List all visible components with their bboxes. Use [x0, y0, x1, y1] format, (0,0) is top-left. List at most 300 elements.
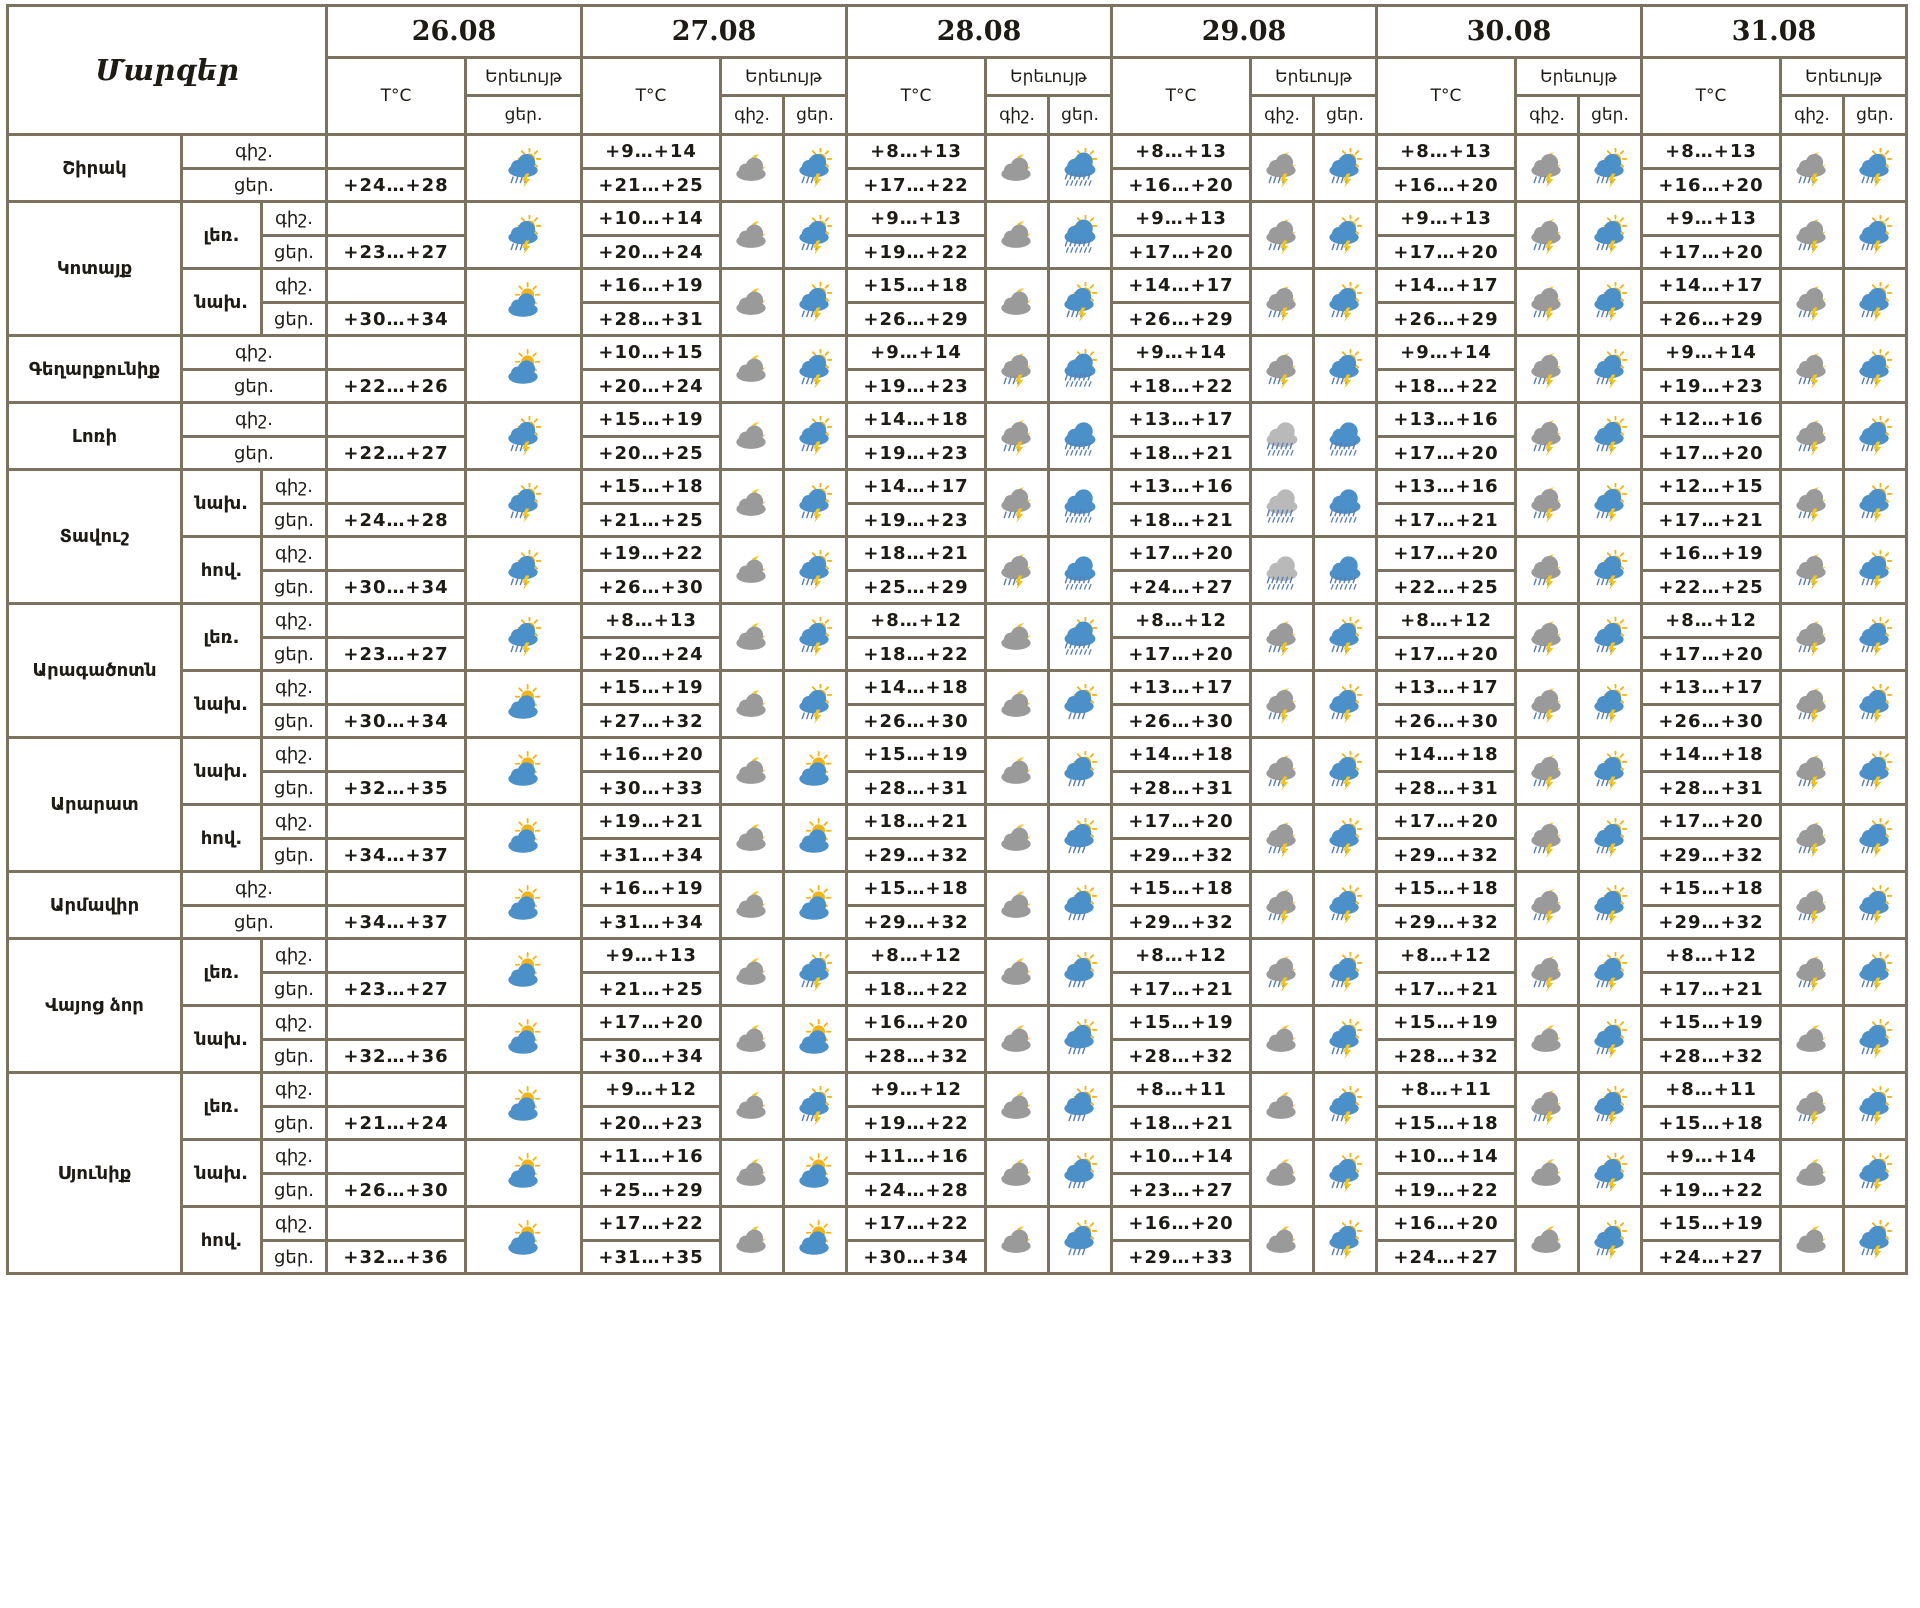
thunder-cloud-moon-icon	[1252, 215, 1312, 255]
cloud-moon-icon	[722, 751, 782, 791]
weather-icon-cell	[1252, 136, 1315, 203]
weather-icon-cell	[1845, 337, 1908, 404]
thunder-rain-sun-icon	[785, 215, 845, 255]
day-label: ցեր.	[263, 773, 328, 806]
cloud-moon-icon	[722, 1086, 782, 1126]
night-label: գիշ.	[263, 1208, 328, 1242]
weather-icon-cell	[785, 739, 848, 806]
day-temp: +29…+32	[1378, 907, 1517, 940]
thunder-rain-sun-icon	[1580, 1153, 1640, 1193]
day-temp: +17…+21	[1113, 974, 1252, 1007]
weather-icon-cell	[1580, 471, 1643, 538]
partly-sunny-icon	[467, 818, 580, 858]
zone-name: նախ.	[183, 270, 263, 337]
weather-icon-cell	[1252, 337, 1315, 404]
thunder-cloud-moon-icon	[1782, 483, 1842, 523]
weather-icon-cell	[785, 1141, 848, 1208]
cloud-moon-icon	[1517, 1220, 1577, 1260]
day-temp: +19…+23	[1643, 371, 1782, 404]
day-temp: +30…+33	[583, 773, 722, 806]
night-temp: +8…+12	[1643, 940, 1782, 974]
thunder-cloud-moon-icon	[987, 483, 1047, 523]
weather-icon-cell	[722, 1074, 785, 1141]
partly-sunny-icon	[467, 952, 580, 992]
weather-icon-cell	[1517, 1074, 1580, 1141]
weather-icon-cell	[1580, 806, 1643, 873]
day-temp: +19…+23	[848, 505, 987, 538]
night-temp: +17…+22	[583, 1208, 722, 1242]
night-temp: +17…+20	[583, 1007, 722, 1041]
blue-rain-cloud-icon	[1315, 416, 1375, 456]
weather-icon-cell	[1845, 270, 1908, 337]
weather-icon-cell	[1580, 1208, 1643, 1275]
thunder-cloud-moon-icon	[1252, 818, 1312, 858]
region-name: Տավուշ	[9, 471, 183, 605]
thunder-rain-sun-icon	[1845, 1220, 1905, 1260]
thunder-rain-sun-icon	[1315, 684, 1375, 724]
weather-icon-cell	[1845, 1074, 1908, 1141]
thunder-rain-sun-icon	[1580, 148, 1640, 188]
partly-sunny-icon	[785, 1153, 845, 1193]
weather-icon-cell	[467, 136, 583, 203]
weather-icon-cell	[722, 203, 785, 270]
day-temp: +17…+20	[1378, 438, 1517, 471]
thunder-cloud-moon-icon	[1782, 215, 1842, 255]
day-temp: +25…+29	[583, 1175, 722, 1208]
cloud-moon-icon	[722, 1019, 782, 1059]
night-temp	[328, 203, 467, 237]
partly-sunny-icon	[467, 1086, 580, 1126]
weather-icon-cell	[1580, 940, 1643, 1007]
weather-icon-cell	[722, 136, 785, 203]
night-temp: +11…+16	[848, 1141, 987, 1175]
night-temp: +16…+20	[1113, 1208, 1252, 1242]
cloud-moon-icon	[1517, 1019, 1577, 1059]
weather-icon-cell	[1252, 203, 1315, 270]
night-temp: +8…+12	[1113, 940, 1252, 974]
weather-icon-cell	[722, 873, 785, 940]
weather-icon-cell	[987, 203, 1050, 270]
zone-name: նախ.	[183, 1007, 263, 1074]
weather-icon-cell	[1580, 203, 1643, 270]
table-row	[9, 940, 1908, 974]
weather-icon-cell	[1845, 404, 1908, 471]
weather-icon-cell	[1517, 873, 1580, 940]
night-temp: +8…+13	[1643, 136, 1782, 170]
thunder-cloud-moon-icon	[1517, 483, 1577, 523]
weather-icon-cell	[1517, 739, 1580, 806]
weather-icon-cell	[1252, 806, 1315, 873]
night-temp: +13…+16	[1113, 471, 1252, 505]
thunder-rain-sun-icon	[1580, 416, 1640, 456]
weather-icon-cell	[1845, 739, 1908, 806]
night-label: գիշ.	[183, 337, 328, 371]
night-temp: +8…+13	[1113, 136, 1252, 170]
cloud-moon-icon	[987, 282, 1047, 322]
day-label: ցեր.	[183, 170, 328, 203]
weather-icon-cell	[1580, 739, 1643, 806]
night-temp: +8…+13	[583, 605, 722, 639]
weather-icon-cell	[1782, 672, 1845, 739]
night-temp: +17…+20	[1113, 806, 1252, 840]
weather-icon-cell	[1580, 404, 1643, 471]
night-temp: +9…+13	[1378, 203, 1517, 237]
night-temp: +14…+17	[848, 471, 987, 505]
night-temp: +12…+15	[1643, 471, 1782, 505]
thunder-cloud-moon-icon	[1517, 215, 1577, 255]
night-temp: +15…+18	[848, 873, 987, 907]
night-temp: +17…+22	[848, 1208, 987, 1242]
cloud-moon-icon	[722, 818, 782, 858]
region-name: Սյունիք	[9, 1074, 183, 1275]
cloud-moon-icon	[722, 952, 782, 992]
thunder-rain-sun-icon	[1580, 751, 1640, 791]
thunder-cloud-moon-icon	[987, 416, 1047, 456]
thunder-cloud-moon-icon	[1782, 550, 1842, 590]
phenomenon-header: Երեւույթ	[1517, 59, 1643, 97]
grey-rain-cloud-icon	[1252, 483, 1312, 523]
weather-icon-cell	[1050, 806, 1113, 873]
day-temp: +20…+24	[583, 371, 722, 404]
night-subheader: գիշ.	[1782, 97, 1845, 136]
day-label: ցեր.	[263, 505, 328, 538]
night-temp: +8…+13	[848, 136, 987, 170]
night-temp: +10…+14	[1378, 1141, 1517, 1175]
partly-sunny-icon	[467, 349, 580, 389]
night-subheader: գիշ.	[1517, 97, 1580, 136]
day-temp: +24…+27	[1378, 1242, 1517, 1275]
table-row	[9, 1074, 1908, 1108]
table-row	[9, 605, 1908, 639]
weather-icon-cell	[1580, 605, 1643, 672]
thunder-rain-sun-icon	[785, 617, 845, 657]
rain-sun-icon	[1050, 684, 1110, 724]
weather-icon-cell	[785, 940, 848, 1007]
region-name: Արմավիր	[9, 873, 183, 940]
cloud-moon-icon	[722, 148, 782, 188]
thunder-rain-sun-icon	[1315, 885, 1375, 925]
weather-icon-cell	[467, 1074, 583, 1141]
cloud-moon-icon	[987, 751, 1047, 791]
weather-icon-cell	[987, 538, 1050, 605]
date-header: 28.08	[848, 7, 1113, 59]
weather-icon-cell	[785, 873, 848, 940]
day-temp: +28…+32	[848, 1041, 987, 1074]
thunder-rain-sun-icon	[785, 550, 845, 590]
day-temp: +30…+34	[328, 304, 467, 337]
day-temp: +17…+21	[1378, 505, 1517, 538]
grey-rain-cloud-icon	[1252, 550, 1312, 590]
day-temp: +29…+32	[1643, 840, 1782, 873]
weather-icon-cell	[722, 1007, 785, 1074]
cloud-moon-icon	[722, 550, 782, 590]
day-temp: +17…+21	[1378, 974, 1517, 1007]
table-row	[9, 806, 1908, 840]
phenomenon-header: Երեւույթ	[722, 59, 848, 97]
night-temp: +10…+14	[583, 203, 722, 237]
weather-icon-cell	[785, 337, 848, 404]
day-temp: +19…+23	[848, 438, 987, 471]
regions-header: Մարզեր	[9, 7, 328, 136]
night-temp: +15…+18	[1643, 873, 1782, 907]
day-temp: +17…+20	[1113, 237, 1252, 270]
day-temp: +23…+27	[328, 639, 467, 672]
day-temp: +28…+31	[1643, 773, 1782, 806]
night-subheader: գիշ.	[1252, 97, 1315, 136]
day-temp: +17…+21	[1643, 974, 1782, 1007]
thunder-rain-sun-icon	[1315, 282, 1375, 322]
day-temp: +19…+22	[1643, 1175, 1782, 1208]
day-subheader: ցեր.	[1580, 97, 1643, 136]
night-temp: +16…+19	[583, 270, 722, 304]
weather-icon-cell	[1315, 873, 1378, 940]
weather-icon-cell	[1315, 538, 1378, 605]
cloud-moon-icon	[1517, 1153, 1577, 1193]
zone-name: հով.	[183, 538, 263, 605]
weather-icon-cell	[1517, 337, 1580, 404]
weather-icon-cell	[722, 471, 785, 538]
weather-icon-cell	[785, 538, 848, 605]
weather-icon-cell	[467, 270, 583, 337]
weather-icon-cell	[1252, 605, 1315, 672]
day-temp: +28…+31	[848, 773, 987, 806]
rain-sun-icon	[1050, 1019, 1110, 1059]
weather-icon-cell	[467, 337, 583, 404]
thunder-rain-sun-icon	[1315, 751, 1375, 791]
night-temp: +17…+20	[1113, 538, 1252, 572]
partly-sunny-icon	[467, 1153, 580, 1193]
weather-icon-cell	[1050, 1007, 1113, 1074]
night-temp: +8…+12	[848, 940, 987, 974]
weather-icon-cell	[1315, 270, 1378, 337]
thunder-rain-sun-icon	[467, 550, 580, 590]
night-temp: +18…+21	[848, 538, 987, 572]
weather-icon-cell	[722, 806, 785, 873]
weather-icon-cell	[1845, 1208, 1908, 1275]
weather-icon-cell	[1845, 873, 1908, 940]
weather-icon-cell	[1782, 270, 1845, 337]
day-temp: +16…+20	[1113, 170, 1252, 203]
night-label: գիշ.	[263, 538, 328, 572]
weather-icon-cell	[467, 203, 583, 270]
thunder-rain-sun-icon	[785, 282, 845, 322]
weather-icon-cell	[1580, 136, 1643, 203]
weather-icon-cell	[987, 471, 1050, 538]
date-header: 31.08	[1643, 7, 1908, 59]
weather-icon-cell	[1252, 538, 1315, 605]
night-temp: +9…+13	[583, 940, 722, 974]
weather-icon-cell	[785, 203, 848, 270]
day-temp: +22…+25	[1378, 572, 1517, 605]
night-label: գիշ.	[263, 270, 328, 304]
cloud-moon-icon	[1252, 1086, 1312, 1126]
night-temp: +8…+11	[1113, 1074, 1252, 1108]
day-temp: +28…+31	[1113, 773, 1252, 806]
night-temp: +8…+12	[1113, 605, 1252, 639]
day-label: ցեր.	[263, 1108, 328, 1141]
day-temp: +30…+34	[583, 1041, 722, 1074]
day-temp: +20…+23	[583, 1108, 722, 1141]
thunder-cloud-moon-icon	[1517, 952, 1577, 992]
night-temp: +8…+12	[848, 605, 987, 639]
weather-icon-cell	[1050, 203, 1113, 270]
thunder-rain-sun-icon	[1580, 952, 1640, 992]
day-temp: +18…+21	[1113, 438, 1252, 471]
cloud-moon-icon	[987, 684, 1047, 724]
day-temp: +15…+18	[1378, 1108, 1517, 1141]
weather-icon-cell	[722, 538, 785, 605]
weather-icon-cell	[467, 1208, 583, 1275]
cloud-moon-icon	[987, 952, 1047, 992]
day-temp: +29…+32	[848, 907, 987, 940]
night-temp: +16…+20	[1378, 1208, 1517, 1242]
thunder-rain-sun-icon	[1845, 751, 1905, 791]
region-name: Շիրակ	[9, 136, 183, 203]
day-temp: +20…+24	[583, 237, 722, 270]
weather-icon-cell	[987, 605, 1050, 672]
thunder-cloud-moon-icon	[1252, 684, 1312, 724]
weather-icon-cell	[1517, 605, 1580, 672]
table-row	[9, 1007, 1908, 1041]
weather-icon-cell	[987, 672, 1050, 739]
weather-icon-cell	[467, 1007, 583, 1074]
temp-header: T°C	[848, 59, 987, 136]
day-temp: +23…+27	[328, 974, 467, 1007]
night-temp: +15…+19	[583, 672, 722, 706]
cloud-moon-icon	[722, 885, 782, 925]
day-temp: +16…+20	[1643, 170, 1782, 203]
weather-icon-cell	[1252, 1074, 1315, 1141]
day-label: ցեր.	[263, 1175, 328, 1208]
weather-icon-cell	[1782, 1074, 1845, 1141]
thunder-cloud-moon-icon	[987, 349, 1047, 389]
region-name: Վայոց ձոր	[9, 940, 183, 1074]
weather-icon-cell	[722, 1141, 785, 1208]
night-temp: +9…+14	[1113, 337, 1252, 371]
thunder-rain-sun-icon	[1580, 617, 1640, 657]
day-subheader: ցեր.	[467, 97, 583, 136]
thunder-rain-sun-icon	[1315, 1019, 1375, 1059]
thunder-rain-sun-icon	[1580, 1019, 1640, 1059]
weather-icon-cell	[1252, 1007, 1315, 1074]
table-row	[9, 538, 1908, 572]
night-temp: +14…+18	[848, 404, 987, 438]
day-temp: +24…+28	[328, 170, 467, 203]
weather-icon-cell	[1517, 806, 1580, 873]
weather-icon-cell	[1050, 672, 1113, 739]
night-temp	[328, 672, 467, 706]
table-row	[9, 739, 1908, 773]
weather-icon-cell	[722, 739, 785, 806]
night-temp	[328, 873, 467, 907]
weather-icon-cell	[1580, 1007, 1643, 1074]
phenomenon-header: Երեւույթ	[987, 59, 1113, 97]
weather-icon-cell	[785, 1074, 848, 1141]
night-temp: +18…+21	[848, 806, 987, 840]
cloud-moon-icon	[1782, 1220, 1842, 1260]
weather-icon-cell	[1315, 136, 1378, 203]
night-temp: +14…+18	[1378, 739, 1517, 773]
weather-icon-cell	[1782, 605, 1845, 672]
temp-header: T°C	[1643, 59, 1782, 136]
table-row	[9, 136, 1908, 170]
night-temp: +14…+18	[1643, 739, 1782, 773]
thunder-rain-sun-icon	[467, 483, 580, 523]
thunder-rain-sun-icon	[1580, 215, 1640, 255]
weather-icon-cell	[1315, 739, 1378, 806]
day-label: ցեր.	[263, 572, 328, 605]
day-temp: +31…+34	[583, 840, 722, 873]
weather-icon-cell	[1050, 270, 1113, 337]
night-temp: +17…+20	[1378, 538, 1517, 572]
night-temp	[328, 270, 467, 304]
day-temp: +30…+34	[328, 706, 467, 739]
blue-rain-cloud-icon	[1050, 483, 1110, 523]
table-row	[9, 270, 1908, 304]
day-label: ցեր.	[263, 974, 328, 1007]
weather-icon-cell	[722, 672, 785, 739]
day-temp: +17…+20	[1378, 237, 1517, 270]
day-subheader: ցեր.	[1845, 97, 1908, 136]
heavy-rain-sun-icon	[1050, 349, 1110, 389]
blue-rain-cloud-icon	[1315, 550, 1375, 590]
thunder-cloud-moon-icon	[1517, 684, 1577, 724]
weather-icon-cell	[1517, 940, 1580, 1007]
thunder-cloud-moon-icon	[1517, 416, 1577, 456]
weather-icon-cell	[1050, 739, 1113, 806]
cloud-moon-icon	[987, 617, 1047, 657]
weather-icon-cell	[1580, 873, 1643, 940]
day-temp: +26…+30	[583, 572, 722, 605]
day-label: ցեր.	[263, 840, 328, 873]
night-temp: +9…+13	[848, 203, 987, 237]
thunder-rain-sun-icon	[1580, 483, 1640, 523]
weather-icon-cell	[1517, 1208, 1580, 1275]
day-temp: +19…+22	[1378, 1175, 1517, 1208]
weather-icon-cell	[1517, 1007, 1580, 1074]
night-temp	[328, 739, 467, 773]
weather-icon-cell	[467, 806, 583, 873]
weather-icon-cell	[1315, 404, 1378, 471]
cloud-moon-icon	[1782, 1019, 1842, 1059]
partly-sunny-icon	[467, 1019, 580, 1059]
night-label: գիշ.	[183, 136, 328, 170]
thunder-cloud-moon-icon	[1252, 751, 1312, 791]
thunder-cloud-moon-icon	[1517, 550, 1577, 590]
partly-sunny-icon	[785, 818, 845, 858]
thunder-cloud-moon-icon	[1252, 885, 1312, 925]
day-label: ցեր.	[183, 438, 328, 471]
weather-icon-cell	[1315, 940, 1378, 1007]
weather-icon-cell	[1782, 873, 1845, 940]
night-subheader: գիշ.	[987, 97, 1050, 136]
phenomenon-header: Երեւույթ	[1252, 59, 1378, 97]
weather-icon-cell	[1782, 806, 1845, 873]
weather-icon-cell	[1517, 672, 1580, 739]
night-temp	[328, 337, 467, 371]
weather-icon-cell	[785, 471, 848, 538]
weather-icon-cell	[722, 605, 785, 672]
weather-icon-cell	[1845, 1007, 1908, 1074]
night-label: գիշ.	[263, 605, 328, 639]
thunder-rain-sun-icon	[1580, 1086, 1640, 1126]
partly-sunny-icon	[467, 684, 580, 724]
day-temp: +23…+27	[1113, 1175, 1252, 1208]
weather-icon-cell	[1517, 1141, 1580, 1208]
weather-icon-cell	[467, 672, 583, 739]
cloud-moon-icon	[987, 818, 1047, 858]
day-temp: +17…+20	[1643, 237, 1782, 270]
